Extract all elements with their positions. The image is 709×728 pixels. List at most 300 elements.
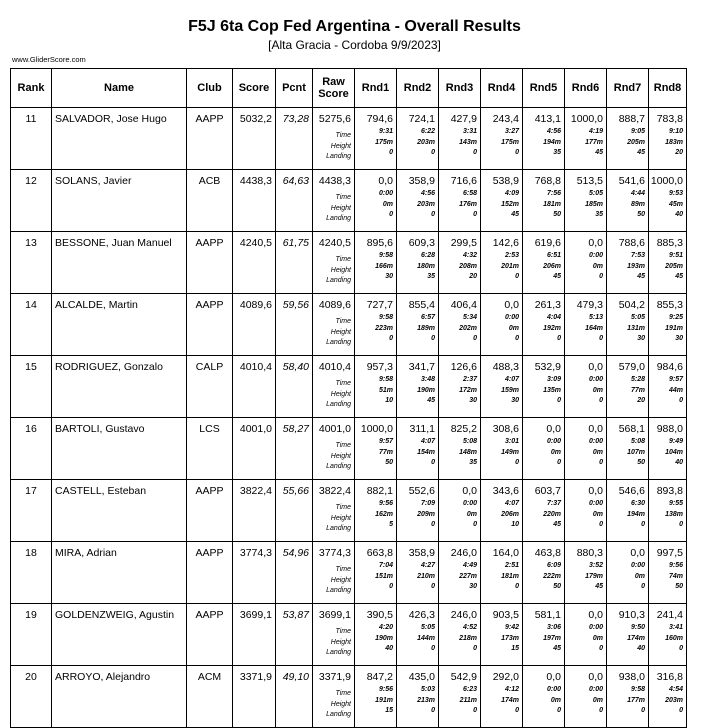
round-cell — [439, 170, 481, 232]
round-time: 6:09 — [546, 562, 561, 569]
round-time: 3:52 — [588, 562, 603, 569]
club-cell: CALP — [187, 356, 233, 418]
round-height: 218m — [459, 634, 477, 642]
round-cell — [649, 356, 687, 418]
rank-cell: 14 — [11, 294, 52, 356]
round-landing: 50 — [553, 583, 561, 590]
round-cell — [565, 604, 607, 666]
col-raw-line1: Raw — [322, 76, 345, 88]
round-score: 406,4 — [450, 299, 477, 311]
rank-cell: 20 — [11, 666, 52, 728]
round-landing: 15 — [385, 707, 393, 714]
round-height: 203m — [417, 138, 435, 146]
round-landing: 0 — [515, 273, 519, 280]
table-row — [11, 480, 687, 542]
round-height: 194m — [543, 138, 561, 146]
round-cell — [439, 418, 481, 480]
round-height: 203m — [417, 200, 435, 208]
round-time: 7:56 — [546, 190, 561, 197]
round-time: 6:30 — [630, 500, 645, 507]
rank-cell: 13 — [11, 232, 52, 294]
round-landing: 35 — [469, 459, 477, 466]
round-time: 4:07 — [504, 376, 519, 383]
round-cell — [523, 294, 565, 356]
round-cell — [649, 170, 687, 232]
round-height: 77m — [630, 386, 645, 394]
score-cell: 3774,3 — [233, 542, 276, 604]
round-landing: 0 — [515, 459, 519, 466]
round-time: 6:28 — [420, 252, 435, 259]
round-time: 3:27 — [504, 128, 519, 135]
round-score: 241,4 — [656, 609, 683, 621]
round-height: 191m — [375, 696, 393, 704]
round-score: 1000,0 — [650, 175, 683, 187]
round-time: 0:00 — [546, 686, 561, 693]
round-time: 9:58 — [378, 314, 393, 321]
club-cell: AAPP — [187, 232, 233, 294]
round-cell — [481, 170, 523, 232]
round-landing: 30 — [511, 397, 519, 404]
col-pcnt: Pcnt — [276, 69, 313, 108]
raw-score-cell — [313, 542, 355, 604]
round-cell — [607, 294, 649, 356]
round-height: 0m — [634, 572, 645, 580]
club-cell: AAPP — [187, 480, 233, 542]
round-cell — [523, 170, 565, 232]
round-landing: 10 — [385, 397, 393, 404]
round-score: 341,7 — [408, 361, 435, 373]
height-label: Height — [330, 142, 351, 150]
results-table — [10, 68, 687, 728]
club-cell: AAPP — [187, 604, 233, 666]
round-cell — [439, 480, 481, 542]
round-height: 107m — [627, 448, 645, 456]
round-score: 513,5 — [576, 175, 603, 187]
round-score: 0,0 — [588, 237, 603, 249]
round-cell — [565, 170, 607, 232]
round-height: 206m — [501, 510, 519, 518]
score-cell: 4089,6 — [233, 294, 276, 356]
col-club: Club — [187, 69, 233, 108]
round-time: 5:34 — [462, 314, 477, 321]
round-landing: 50 — [553, 211, 561, 218]
round-landing: 0 — [431, 211, 435, 218]
round-landing: 15 — [511, 645, 519, 652]
round-landing: 0 — [599, 397, 603, 404]
round-cell — [565, 418, 607, 480]
round-height: 89m — [630, 200, 645, 208]
pcnt-cell: 54,96 — [276, 542, 313, 604]
round-landing: 35 — [595, 211, 603, 218]
round-height: 191m — [665, 324, 683, 332]
round-landing: 45 — [511, 211, 519, 218]
round-height: 74m — [668, 572, 683, 580]
round-cell — [355, 170, 397, 232]
round-height: 144m — [417, 634, 435, 642]
round-cell — [607, 666, 649, 728]
score-cell: 3699,1 — [233, 604, 276, 666]
round-cell — [481, 542, 523, 604]
round-landing: 0 — [431, 149, 435, 156]
round-cell — [397, 480, 439, 542]
round-score: 0,0 — [588, 361, 603, 373]
round-landing: 0 — [473, 335, 477, 342]
round-landing: 0 — [557, 707, 561, 714]
round-time: 0:00 — [588, 624, 603, 631]
round-height: 194m — [627, 510, 645, 518]
col-name: Name — [52, 69, 187, 108]
round-score: 619,6 — [534, 237, 561, 249]
round-score: 855,4 — [408, 299, 435, 311]
round-height: 223m — [375, 324, 393, 332]
pcnt-cell: 53,87 — [276, 604, 313, 666]
round-cell — [481, 418, 523, 480]
round-time: 9:53 — [668, 190, 683, 197]
round-score: 903,5 — [492, 609, 519, 621]
round-time: 7:53 — [630, 252, 645, 259]
score-cell: 4010,4 — [233, 356, 276, 418]
raw-score-cell — [313, 418, 355, 480]
round-time: 5:03 — [420, 686, 435, 693]
raw-score-value: 3822,4 — [318, 485, 351, 497]
round-time: 2:37 — [462, 376, 477, 383]
round-score: 997,5 — [656, 547, 683, 559]
round-cell — [565, 666, 607, 728]
round-height: 77m — [378, 448, 393, 456]
round-score: 825,2 — [450, 423, 477, 435]
round-height: 227m — [459, 572, 477, 580]
round-landing: 0 — [431, 583, 435, 590]
round-landing: 40 — [637, 645, 645, 652]
round-score: 0,0 — [546, 423, 561, 435]
round-cell — [607, 604, 649, 666]
round-height: 190m — [375, 634, 393, 642]
round-score: 246,0 — [450, 547, 477, 559]
round-cell — [481, 232, 523, 294]
round-landing: 0 — [641, 521, 645, 528]
round-height: 190m — [417, 386, 435, 394]
round-time: 4:49 — [462, 562, 477, 569]
round-score: 142,6 — [492, 237, 519, 249]
round-score: 308,6 — [492, 423, 519, 435]
round-time: 4:32 — [462, 252, 477, 259]
round-landing: 0 — [557, 459, 561, 466]
col-rnd7: Rnd7 — [607, 69, 649, 108]
round-score: 427,9 — [450, 113, 477, 125]
round-time: 4:09 — [504, 190, 519, 197]
round-cell — [397, 418, 439, 480]
round-time: 5:13 — [588, 314, 603, 321]
round-landing: 40 — [675, 211, 683, 218]
time-label: Time — [335, 132, 351, 139]
round-score: 788,6 — [618, 237, 645, 249]
round-cell — [481, 294, 523, 356]
round-score: 885,3 — [656, 237, 683, 249]
round-landing: 30 — [637, 335, 645, 342]
col-rnd3: Rnd3 — [439, 69, 481, 108]
round-score: 895,6 — [366, 237, 393, 249]
pcnt-cell: 58,27 — [276, 418, 313, 480]
round-height: 51m — [378, 386, 393, 394]
pcnt-cell: 64,63 — [276, 170, 313, 232]
round-score: 0,0 — [588, 485, 603, 497]
round-time: 9:51 — [668, 252, 683, 259]
round-landing: 0 — [641, 707, 645, 714]
table-row — [11, 356, 687, 418]
round-time: 5:08 — [630, 438, 645, 445]
col-rnd8: Rnd8 — [649, 69, 687, 108]
round-score: 938,0 — [618, 671, 645, 683]
round-time: 3:01 — [504, 438, 519, 445]
round-landing: 0 — [557, 335, 561, 342]
round-height: 208m — [459, 262, 477, 270]
round-score: 988,0 — [656, 423, 683, 435]
page-title: F5J 6ta Cop Fed Argentina - Overall Results — [188, 18, 521, 35]
round-height: 104m — [665, 448, 683, 456]
round-time: 0:00 — [588, 438, 603, 445]
round-cell — [607, 232, 649, 294]
round-cell — [565, 108, 607, 170]
round-height: 192m — [543, 324, 561, 332]
round-cell — [355, 604, 397, 666]
round-score: 479,3 — [576, 299, 603, 311]
rank-cell: 12 — [11, 170, 52, 232]
score-cell: 3822,4 — [233, 480, 276, 542]
round-time: 4:52 — [462, 624, 477, 631]
pilot-name-cell: MIRA, Adrian — [52, 542, 187, 604]
score-cell: 5032,2 — [233, 108, 276, 170]
round-cell — [481, 480, 523, 542]
round-score: 568,1 — [618, 423, 645, 435]
score-cell: 3371,9 — [233, 666, 276, 728]
round-time: 9:55 — [668, 500, 683, 507]
round-time: 4:04 — [546, 314, 561, 321]
pilot-name-cell: RODRIGUEZ, Gonzalo — [52, 356, 187, 418]
club-cell: ACB — [187, 170, 233, 232]
landing-label: Landing — [326, 401, 351, 408]
round-cell — [481, 108, 523, 170]
club-cell: AAPP — [187, 542, 233, 604]
round-score: 552,6 — [408, 485, 435, 497]
raw-score-cell — [313, 666, 355, 728]
page-subtitle: [Alta Gracia - Cordoba 9/9/2023] — [268, 38, 441, 52]
col-rank: Rank — [11, 69, 52, 108]
round-landing: 20 — [637, 397, 645, 404]
round-landing: 30 — [385, 273, 393, 280]
round-score: 0,0 — [588, 609, 603, 621]
round-height: 210m — [417, 572, 435, 580]
round-score: 609,3 — [408, 237, 435, 249]
round-height: 0m — [508, 324, 519, 332]
round-score: 855,3 — [656, 299, 683, 311]
round-time: 6:22 — [420, 128, 435, 135]
round-landing: 30 — [675, 335, 683, 342]
round-height: 220m — [543, 510, 561, 518]
round-landing: 20 — [469, 273, 477, 280]
round-time: 4:54 — [668, 686, 683, 693]
landing-label: Landing — [326, 525, 351, 532]
round-landing: 30 — [469, 583, 477, 590]
pilot-name-cell: ARROYO, Alejandro — [52, 666, 187, 728]
round-height: 45m — [668, 200, 683, 208]
round-height: 135m — [543, 386, 561, 394]
pilot-name-cell: SOLANS, Javier — [52, 170, 187, 232]
round-score: 299,5 — [450, 237, 477, 249]
raw-score-value: 4089,6 — [318, 299, 351, 311]
round-time: 2:51 — [504, 562, 519, 569]
round-time: 3:06 — [546, 624, 561, 631]
round-height: 180m — [417, 262, 435, 270]
round-landing: 0 — [389, 335, 393, 342]
round-landing: 0 — [431, 335, 435, 342]
height-label: Height — [330, 266, 351, 274]
time-label: Time — [335, 504, 351, 511]
round-cell — [607, 356, 649, 418]
round-time: 6:57 — [420, 314, 435, 321]
round-score: 768,8 — [534, 175, 561, 187]
round-time: 7:37 — [546, 500, 561, 507]
round-cell — [397, 294, 439, 356]
round-landing: 45 — [595, 583, 603, 590]
club-cell: AAPP — [187, 294, 233, 356]
col-rnd4: Rnd4 — [481, 69, 523, 108]
round-cell — [523, 542, 565, 604]
round-cell — [355, 356, 397, 418]
round-time: 9:56 — [668, 562, 683, 569]
round-time: 0:00 — [378, 190, 393, 197]
pilot-name-cell: CASTELL, Esteban — [52, 480, 187, 542]
round-time: 7:04 — [378, 562, 393, 569]
round-time: 4:07 — [504, 500, 519, 507]
round-score: 504,2 — [618, 299, 645, 311]
height-label: Height — [330, 514, 351, 522]
round-height: 205m — [665, 262, 683, 270]
col-rnd6: Rnd6 — [565, 69, 607, 108]
round-cell — [439, 604, 481, 666]
site-credit: www.GliderScore.com — [12, 55, 86, 64]
round-time: 4:44 — [630, 190, 645, 197]
landing-label: Landing — [326, 711, 351, 718]
round-time: 0:00 — [588, 376, 603, 383]
round-landing: 0 — [679, 707, 683, 714]
round-cell — [523, 108, 565, 170]
round-cell — [355, 294, 397, 356]
raw-score-cell — [313, 356, 355, 418]
round-landing: 0 — [389, 583, 393, 590]
round-cell — [649, 108, 687, 170]
round-landing: 40 — [385, 645, 393, 652]
round-cell — [439, 542, 481, 604]
round-landing: 0 — [473, 645, 477, 652]
round-landing: 0 — [557, 397, 561, 404]
round-landing: 0 — [599, 335, 603, 342]
round-score: 847,2 — [366, 671, 393, 683]
rank-cell: 19 — [11, 604, 52, 666]
rank-cell: 17 — [11, 480, 52, 542]
round-height: 44m — [668, 386, 683, 394]
round-score: 164,0 — [492, 547, 519, 559]
round-time: 9:58 — [378, 252, 393, 259]
round-score: 463,8 — [534, 547, 561, 559]
round-score: 581,1 — [534, 609, 561, 621]
round-height: 213m — [417, 696, 435, 704]
round-height: 174m — [627, 634, 645, 642]
round-cell — [649, 666, 687, 728]
time-label: Time — [335, 566, 351, 573]
table-row — [11, 604, 687, 666]
round-cell — [439, 108, 481, 170]
round-height: 206m — [543, 262, 561, 270]
round-cell — [439, 294, 481, 356]
round-cell — [649, 232, 687, 294]
round-score: 126,6 — [450, 361, 477, 373]
round-cell — [397, 542, 439, 604]
round-time: 9:56 — [378, 500, 393, 507]
round-time: 9:57 — [668, 376, 683, 383]
round-height: 148m — [459, 448, 477, 456]
round-height: 164m — [585, 324, 603, 332]
landing-label: Landing — [326, 215, 351, 222]
round-height: 197m — [543, 634, 561, 642]
time-label: Time — [335, 194, 351, 201]
round-landing: 0 — [641, 583, 645, 590]
round-time: 4:56 — [546, 128, 561, 135]
round-time: 9:50 — [630, 624, 645, 631]
round-score: 603,7 — [534, 485, 561, 497]
round-cell — [481, 666, 523, 728]
round-score: 0,0 — [588, 423, 603, 435]
round-landing: 45 — [637, 149, 645, 156]
round-landing: 45 — [553, 273, 561, 280]
round-score: 0,0 — [630, 547, 645, 559]
round-cell — [607, 480, 649, 542]
round-landing: 0 — [599, 645, 603, 652]
round-cell — [523, 666, 565, 728]
round-height: 185m — [585, 200, 603, 208]
club-cell: LCS — [187, 418, 233, 480]
round-score: 888,7 — [618, 113, 645, 125]
round-time: 3:48 — [420, 376, 435, 383]
rank-cell: 11 — [11, 108, 52, 170]
round-height: 166m — [375, 262, 393, 270]
round-time: 0:00 — [546, 438, 561, 445]
raw-score-cell — [313, 232, 355, 294]
round-score: 426,3 — [408, 609, 435, 621]
round-score: 532,9 — [534, 361, 561, 373]
round-score: 488,3 — [492, 361, 519, 373]
round-height: 0m — [592, 448, 603, 456]
pilot-name-cell: ALCALDE, Martin — [52, 294, 187, 356]
round-cell — [607, 108, 649, 170]
height-label: Height — [330, 700, 351, 708]
round-landing: 0 — [473, 521, 477, 528]
round-landing: 0 — [515, 335, 519, 342]
raw-score-cell — [313, 170, 355, 232]
round-landing: 45 — [595, 149, 603, 156]
round-time: 0:00 — [462, 500, 477, 507]
round-height: 179m — [585, 572, 603, 580]
club-cell: AAPP — [187, 108, 233, 170]
raw-score-value: 4010,4 — [318, 361, 351, 373]
raw-score-value: 5275,6 — [318, 113, 351, 125]
round-landing: 0 — [431, 645, 435, 652]
table-row — [11, 232, 687, 294]
landing-label: Landing — [326, 339, 351, 346]
pcnt-cell: 49,10 — [276, 666, 313, 728]
round-landing: 45 — [637, 273, 645, 280]
round-cell — [397, 356, 439, 418]
table-row — [11, 666, 687, 728]
